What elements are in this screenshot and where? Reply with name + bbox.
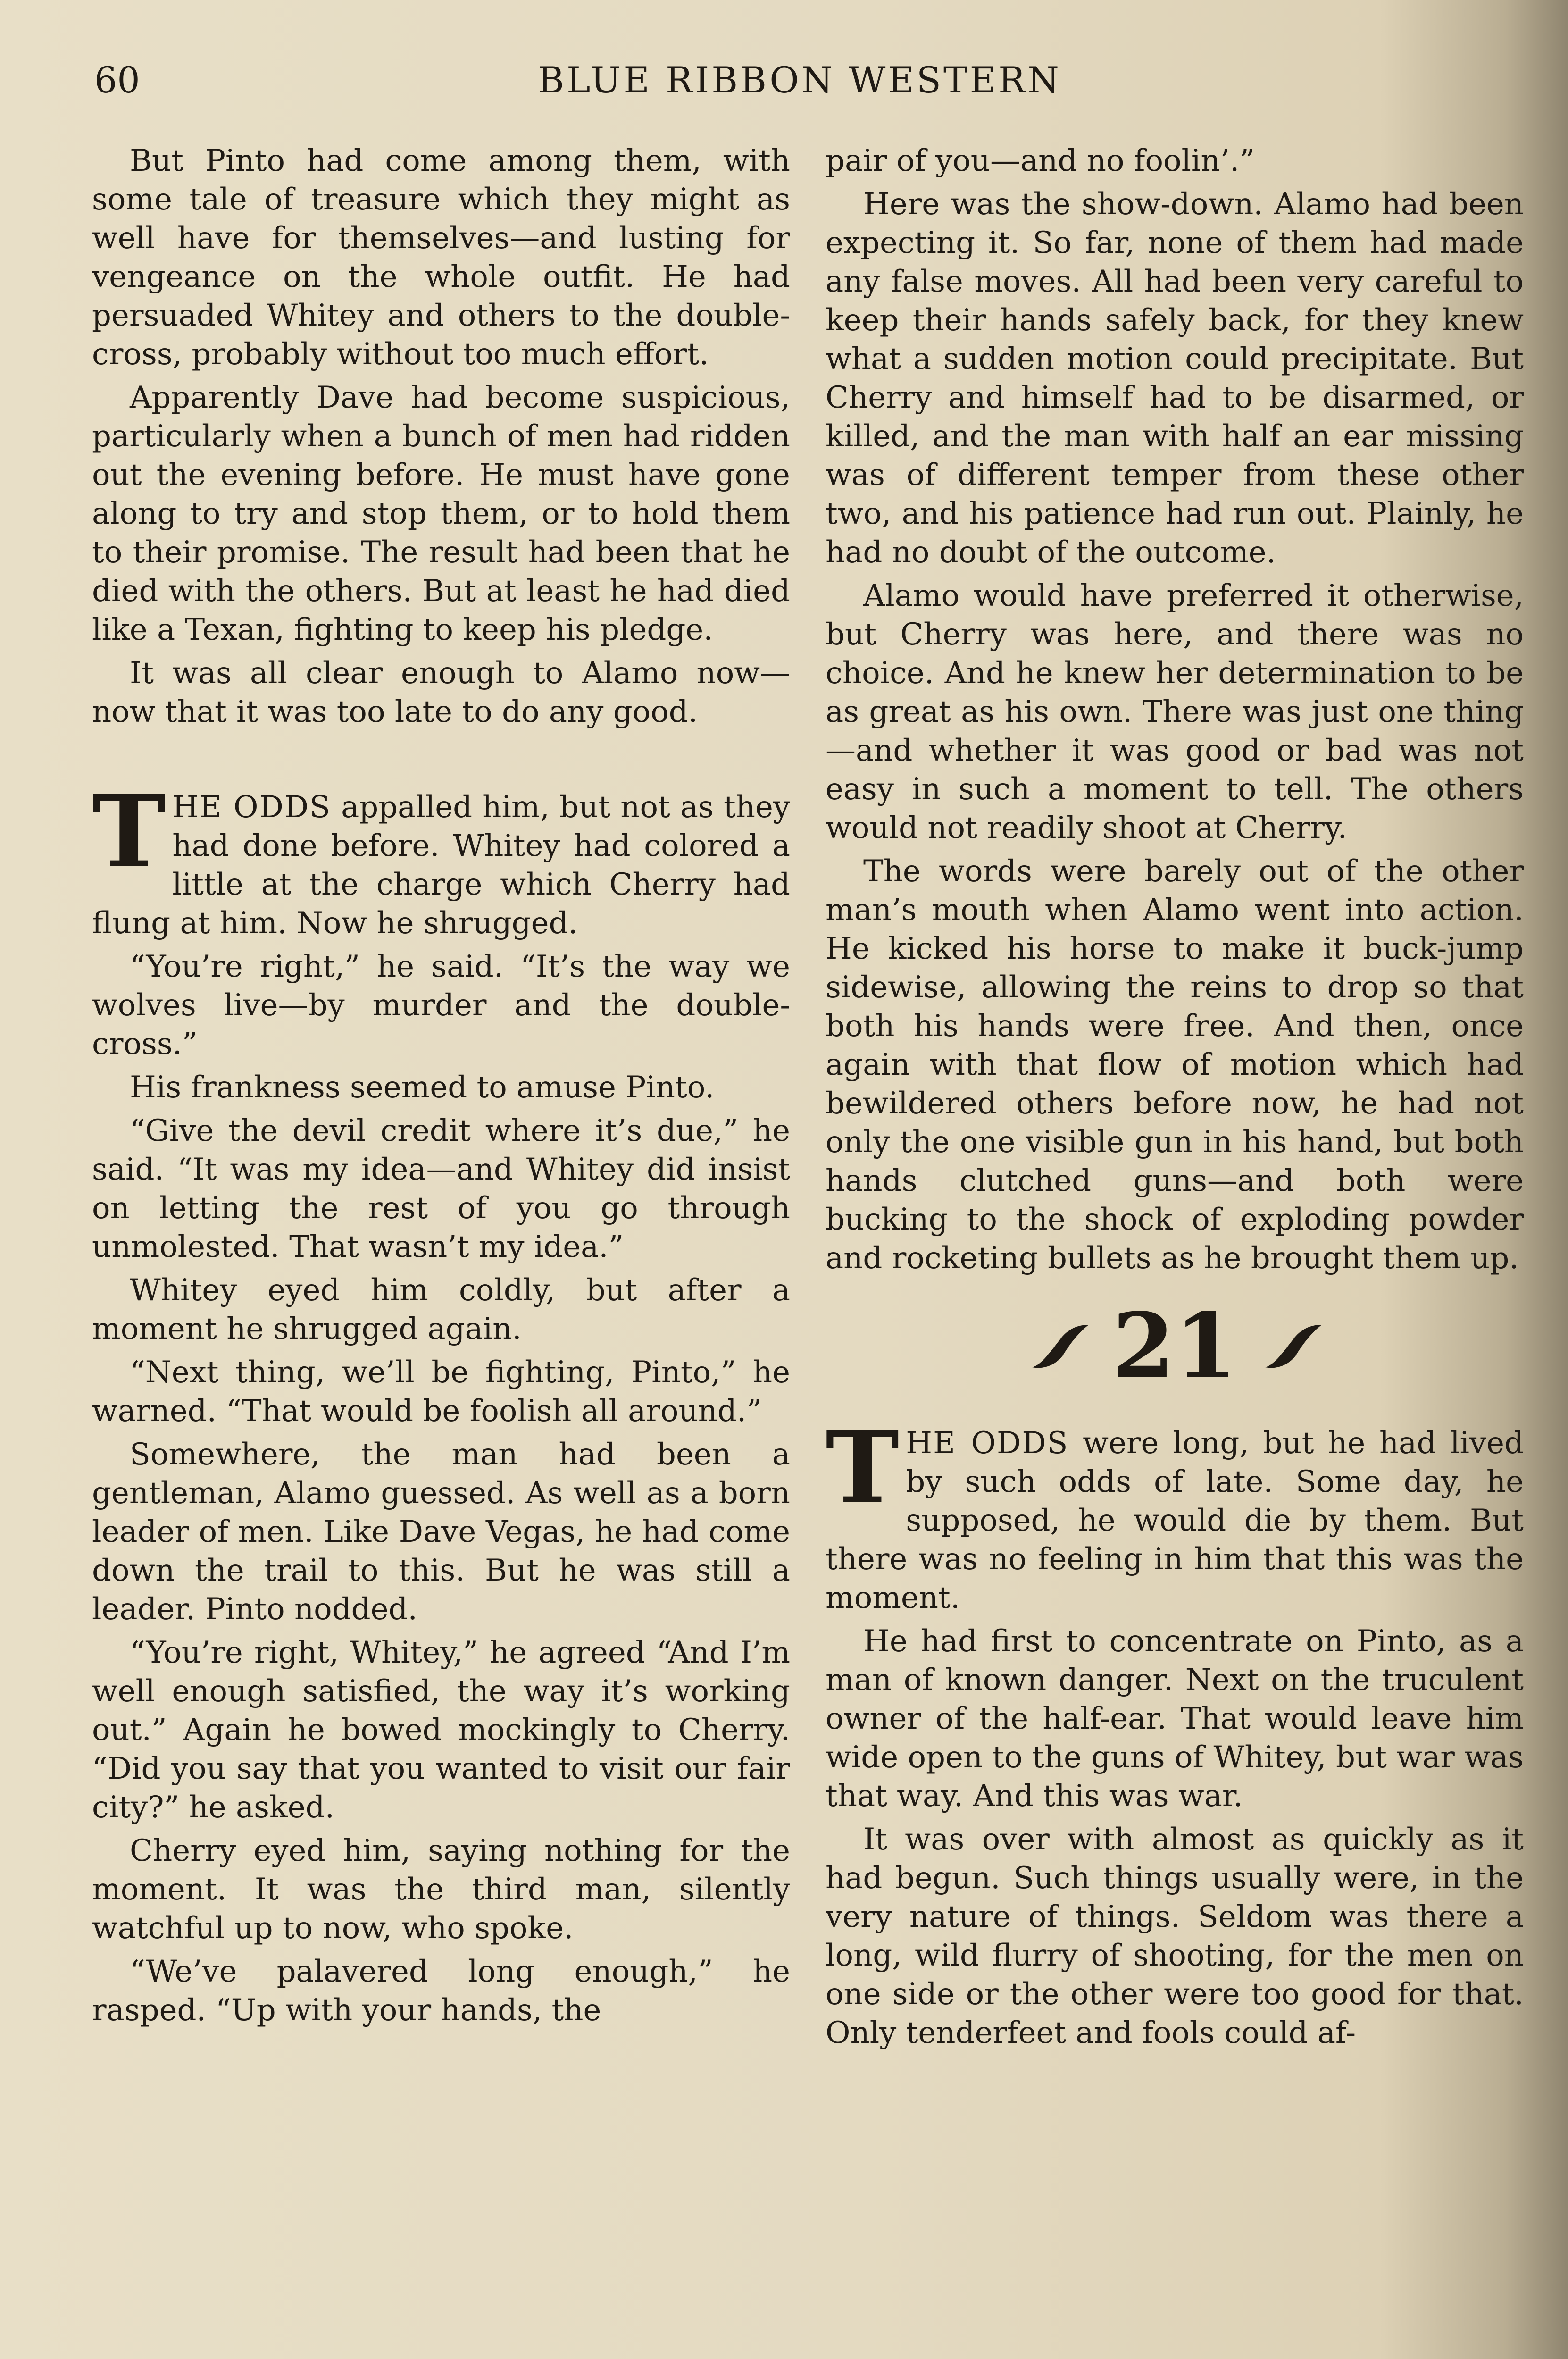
drop-cap: T [92,773,166,890]
lead-in: HE ODDS [172,790,331,825]
paragraph: “We’ve palavered long enough,” he rasped. “Up with your hands, the [92,1954,790,2028]
right-column [826,142,1524,2359]
paragraph: Alamo would have preferred it otherwise, but Cherry was here, and there was no choice. And he knew her determination to be as great as his own. There was just one thing—and whether it was good or bad was not easy in such a moment to tell. The others would not readily shoot at Cherry. [826,578,1524,845]
page-header [94,54,1505,106]
paragraph: Whitey eyed him coldly, but after a moment he shrugged again. [92,1273,790,1347]
paragraph-text: were long, but he had lived by such odds of late. Some day, he supposed, he would die by them. But there was no feeling in him that this was the moment. [826,1426,1524,1615]
running-head: BLUE RIBBON WESTERN [538,59,1061,101]
chapter-heading [826,1287,1524,1405]
left-column [92,142,790,2359]
paragraph: “Give the devil credit where it’s due,” he said. “It was my idea—and Whitey did insist on letting the rest of you go through unmolested. That wasn’t my idea.” [92,1113,790,1264]
ornament-slash-icon [1256,1322,1326,1370]
paragraph: He had first to concentrate on Pinto, as a man of known danger. Next on the truculent owner of the half-ear. That would leave him wide open to the guns of Whitey, but war was that way. And this was war. [826,1624,1524,1814]
paragraph: His frankness seemed to amuse Pinto. [130,1070,715,1105]
paragraph-dropcap [826,1409,1524,1617]
paragraph: But Pinto had come among them, with some tale of treasure which they might as well have for themselves—and lusting for vengeance on the whole outfit. He had persuaded Whitey and others to the double-cross, probably without too much effort. [92,143,790,372]
paragraph: Cherry eyed him, saying nothing for the moment. It was the third man, silently watchful up to now, who spoke. [92,1833,790,1946]
paragraph: Somewhere, the man had been a gentleman, Alamo guessed. As well as a born leader of men. Like Dave Vegas, he had come down the trail to this. But he was still a leader. Pinto nodded. [92,1437,790,1627]
ornament-slash-icon [1023,1322,1093,1370]
paragraph: It was all clear enough to Alamo now—now that it was too late to do any good. [92,656,790,729]
paragraph-dropcap [92,773,790,943]
chapter-number: 21 [1112,1293,1237,1398]
page-number: 60 [94,59,140,101]
paragraph: “You’re right, Whitey,” he agreed “And I’m well enough satisfied, the way it’s working out.” Again he bowed mockingly to Cherry. “Did you say that you wanted to visit our fair city?” he asked. [92,1635,790,1825]
paragraph: It was over with almost as quickly as it had begun. Such things usually were, in the very nature of things. Seldom was there a long, wild flurry of shooting, for the men on one side or the other were too good for that. Only tenderfeet and fools could af- [826,1822,1524,2050]
drop-cap: T [826,1409,900,1526]
paragraph: pair of you—and no foolin’.” [826,143,1255,178]
paragraph: Here was the show-down. Alamo had been expecting it. So far, none of them had made any false moves. All had been very careful to keep their hands safely back, for they knew what a sudden motion could precipitate. But Cherry and himself had to be disarmed, or killed, and the man with half an ear missing was of different temper from these other two, and his patience had run out. Plainly, he had no doubt of the outcome. [826,187,1524,570]
paragraph: The words were barely out of the other man’s mouth when Alamo went into action. He kicked his horse to make it buck-jump sidewise, allowing the reins to drop so that both his hands were free. And then, once again with that flow of motion which had bewildered others before now, he had not only the one visible gun in his hand, but both hands clutched guns—and both were bucking to the shock of exploding powder and rocketing bullets as he brought them up. [826,854,1524,1276]
paragraph-text: appalled him, but not as they had done before. Whitey had colored a little at the charge which Cherry had flung at him. Now he shrugged. [92,790,790,941]
paragraph: “You’re right,” he said. “It’s the way we wolves live—by murder and the double-cross.” [92,949,790,1062]
section-break [92,736,790,788]
lead-in: HE ODDS [906,1426,1069,1461]
paragraph: Apparently Dave had become suspicious, particularly when a bunch of men had ridden out the evening before. He must have gone along to try and stop them, or to hold them to their promise. The result had been that he died with the others. But at least he had died like a Texan, fighting to keep his pledge. [92,380,790,647]
paragraph: “Next thing, we’ll be fighting, Pinto,” he warned. “That would be foolish all around.” [92,1355,790,1429]
